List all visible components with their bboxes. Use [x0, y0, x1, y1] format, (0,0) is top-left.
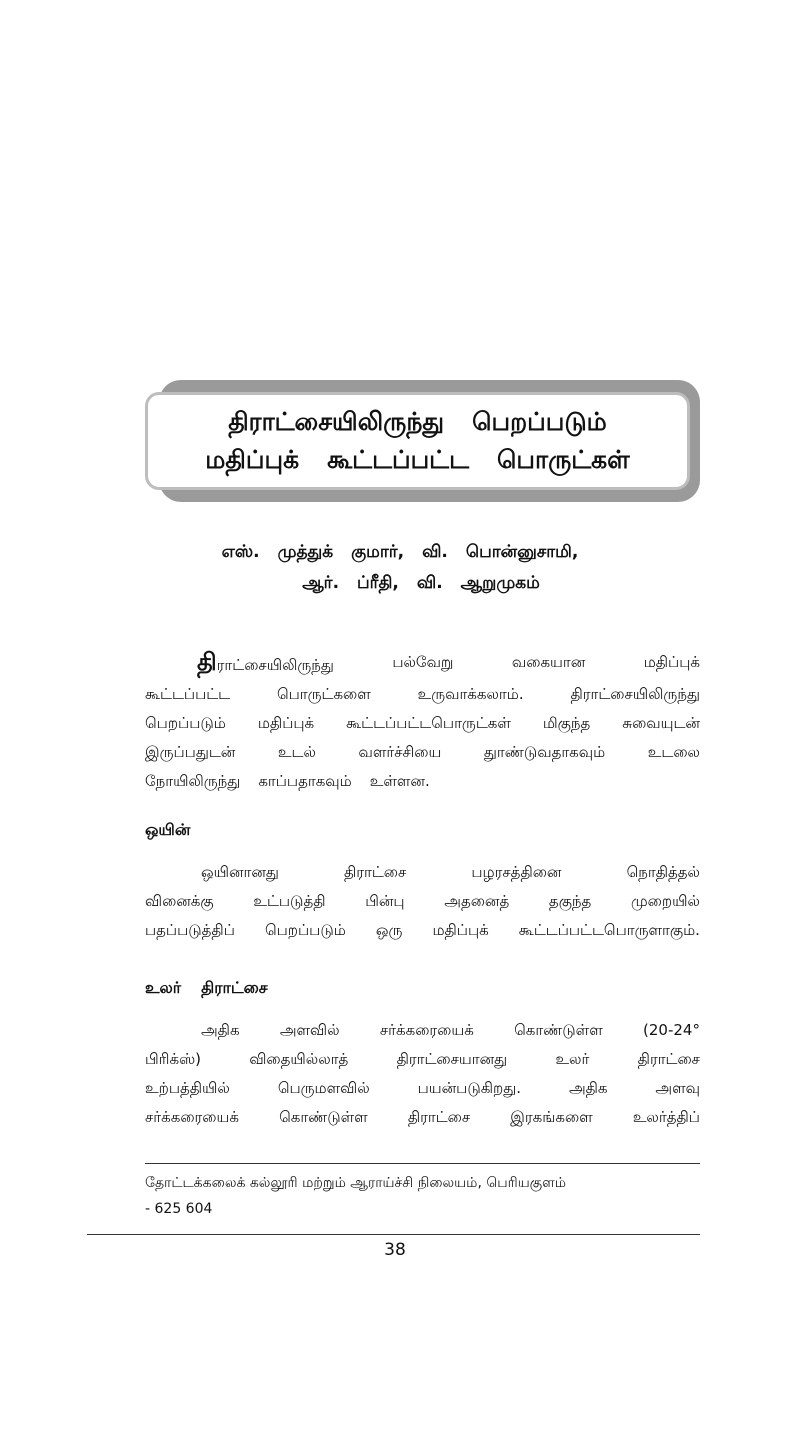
title-word: பெறப்படும்	[472, 407, 607, 436]
word: கூட்டப்பட்டபொருளாகும்.	[518, 921, 700, 939]
word: விதையில்லாத்	[249, 1050, 349, 1068]
word: மதிப்புக்	[432, 921, 489, 939]
text-line	[145, 738, 700, 767]
word: கூட்டப்பட்ட	[145, 685, 231, 703]
text-line	[145, 680, 700, 709]
footnote-line: தோட்டக்கலைக் கல்லூரி மற்றும் ஆராய்ச்சி நிலையம், பெரியகுளம்	[145, 1175, 566, 1191]
word: (20-24°	[643, 1021, 700, 1039]
word: திராட்சையிலிருந்து	[570, 685, 700, 703]
drop-cap: தி	[197, 648, 217, 676]
raisins-paragraph	[145, 1016, 700, 1132]
author-word: ஆர்.	[302, 573, 340, 593]
author-word: எஸ்.	[221, 542, 260, 562]
word: உடலை	[647, 743, 700, 761]
word: பின்பு	[365, 892, 405, 910]
word: அளவு	[655, 1079, 700, 1097]
word: அதிக	[568, 1079, 608, 1097]
intro-paragraph	[145, 648, 700, 796]
word: திராட்சை	[343, 863, 407, 881]
word: பெறப்படும்	[264, 921, 346, 939]
word: உலர்	[555, 1050, 590, 1068]
text-line	[145, 916, 700, 945]
word: மதிப்புக்	[257, 714, 315, 732]
author-word: குமார்,	[351, 542, 405, 562]
word: மதிப்புக்	[643, 653, 700, 671]
title-banner	[145, 380, 700, 502]
word: உருவாக்கலாம்.	[417, 685, 524, 703]
page-number: 38	[384, 1240, 406, 1260]
word: இரகங்களை	[510, 1108, 593, 1126]
word: திராட்சை	[637, 1050, 700, 1068]
author-word: முத்துக்	[277, 542, 334, 562]
word: வினைக்கு	[145, 892, 214, 910]
heading-word: ஒயின்	[145, 820, 191, 839]
author-word: பொன்னுசாமி,	[465, 542, 579, 562]
word: பதப்படுத்திப்	[145, 921, 235, 939]
word: துாண்டுவதாகவும்	[483, 743, 606, 761]
text-line	[145, 767, 700, 796]
word: உடல்	[277, 743, 316, 761]
text-line	[145, 1103, 700, 1132]
word: கொண்டுள்ள	[514, 1021, 603, 1039]
text-line	[145, 1045, 700, 1074]
word: உள்ளன.	[369, 772, 430, 790]
page-divider	[87, 1234, 700, 1235]
word: சர்க்கரையைக்	[145, 1108, 239, 1126]
title-line-1	[214, 403, 621, 441]
word: வளர்ச்சியை	[358, 743, 442, 761]
word: பெருமளவில்	[277, 1079, 370, 1097]
section-heading-raisins	[145, 978, 288, 999]
word: உலர்த்திப்	[632, 1108, 700, 1126]
title-line-2	[191, 441, 643, 479]
word: பிரிக்ஸ்)	[145, 1050, 202, 1068]
word: இருப்பதுடன்	[145, 743, 236, 761]
word: பெறப்படும்	[145, 714, 226, 732]
word: பயன்படுகிறது.	[417, 1079, 522, 1097]
word: நொதித்தல்	[626, 863, 700, 881]
text-line	[145, 887, 700, 916]
authors-line-2	[26, 573, 790, 595]
word: ஒரு	[375, 921, 403, 939]
word: உட்படுத்தி	[253, 892, 326, 910]
title-word: கூட்டப்பட்ட	[327, 445, 469, 474]
word: அதனைத்	[444, 892, 510, 910]
word: பல்வேறு	[392, 653, 454, 671]
authors-line-1	[5, 542, 790, 564]
author-word: ஆறுமுகம்	[460, 573, 540, 593]
text-line	[145, 858, 700, 887]
word: ராட்சையிலிருந்து	[216, 656, 334, 674]
word: சர்க்கரையைக்	[379, 1021, 474, 1039]
word: மிகுந்த	[542, 714, 591, 732]
word: திராட்சையானது	[396, 1050, 508, 1068]
author-word: வி.	[422, 542, 448, 562]
text-line	[145, 709, 700, 738]
word: உற்பத்தியில்	[145, 1079, 230, 1097]
title-box	[145, 392, 690, 490]
footnote-divider	[145, 1163, 700, 1164]
heading-word: உலர்	[145, 978, 182, 997]
text-line	[145, 1016, 700, 1045]
wine-paragraph	[145, 858, 700, 945]
author-word: வி.	[416, 573, 443, 593]
word: திராட்சை	[407, 1108, 471, 1126]
title-word: பொருட்கள்	[496, 445, 630, 474]
word: சுவையுடன்	[622, 714, 700, 732]
title-word: மதிப்புக்	[205, 445, 300, 474]
text-line	[145, 648, 700, 680]
footnote-line: - 625 604	[145, 1201, 213, 1217]
word: கூட்டப்பட்டபொருட்கள்	[346, 714, 511, 732]
heading-word: திராட்சை	[201, 978, 268, 997]
author-word: ப்ரீதி,	[357, 573, 399, 593]
word: முறையில்	[631, 892, 700, 910]
section-heading-wine	[145, 820, 210, 841]
word: கொண்டுள்ள	[279, 1108, 368, 1126]
text-line	[145, 1074, 700, 1103]
word: அளவில்	[279, 1021, 340, 1039]
word: அதிக	[201, 1021, 240, 1039]
word: காப்பதாகவும்	[258, 772, 352, 790]
word: நோயிலிருந்து	[145, 772, 241, 790]
word: தகுந்த	[548, 892, 592, 910]
footnote	[145, 1170, 700, 1222]
word: பழரசத்தினை	[471, 863, 562, 881]
title-word: திராட்சையிலிருந்து	[228, 407, 445, 436]
word: பொருட்களை	[276, 685, 371, 703]
word: ஒயினானது	[201, 863, 279, 881]
word: வகையான	[511, 653, 586, 671]
